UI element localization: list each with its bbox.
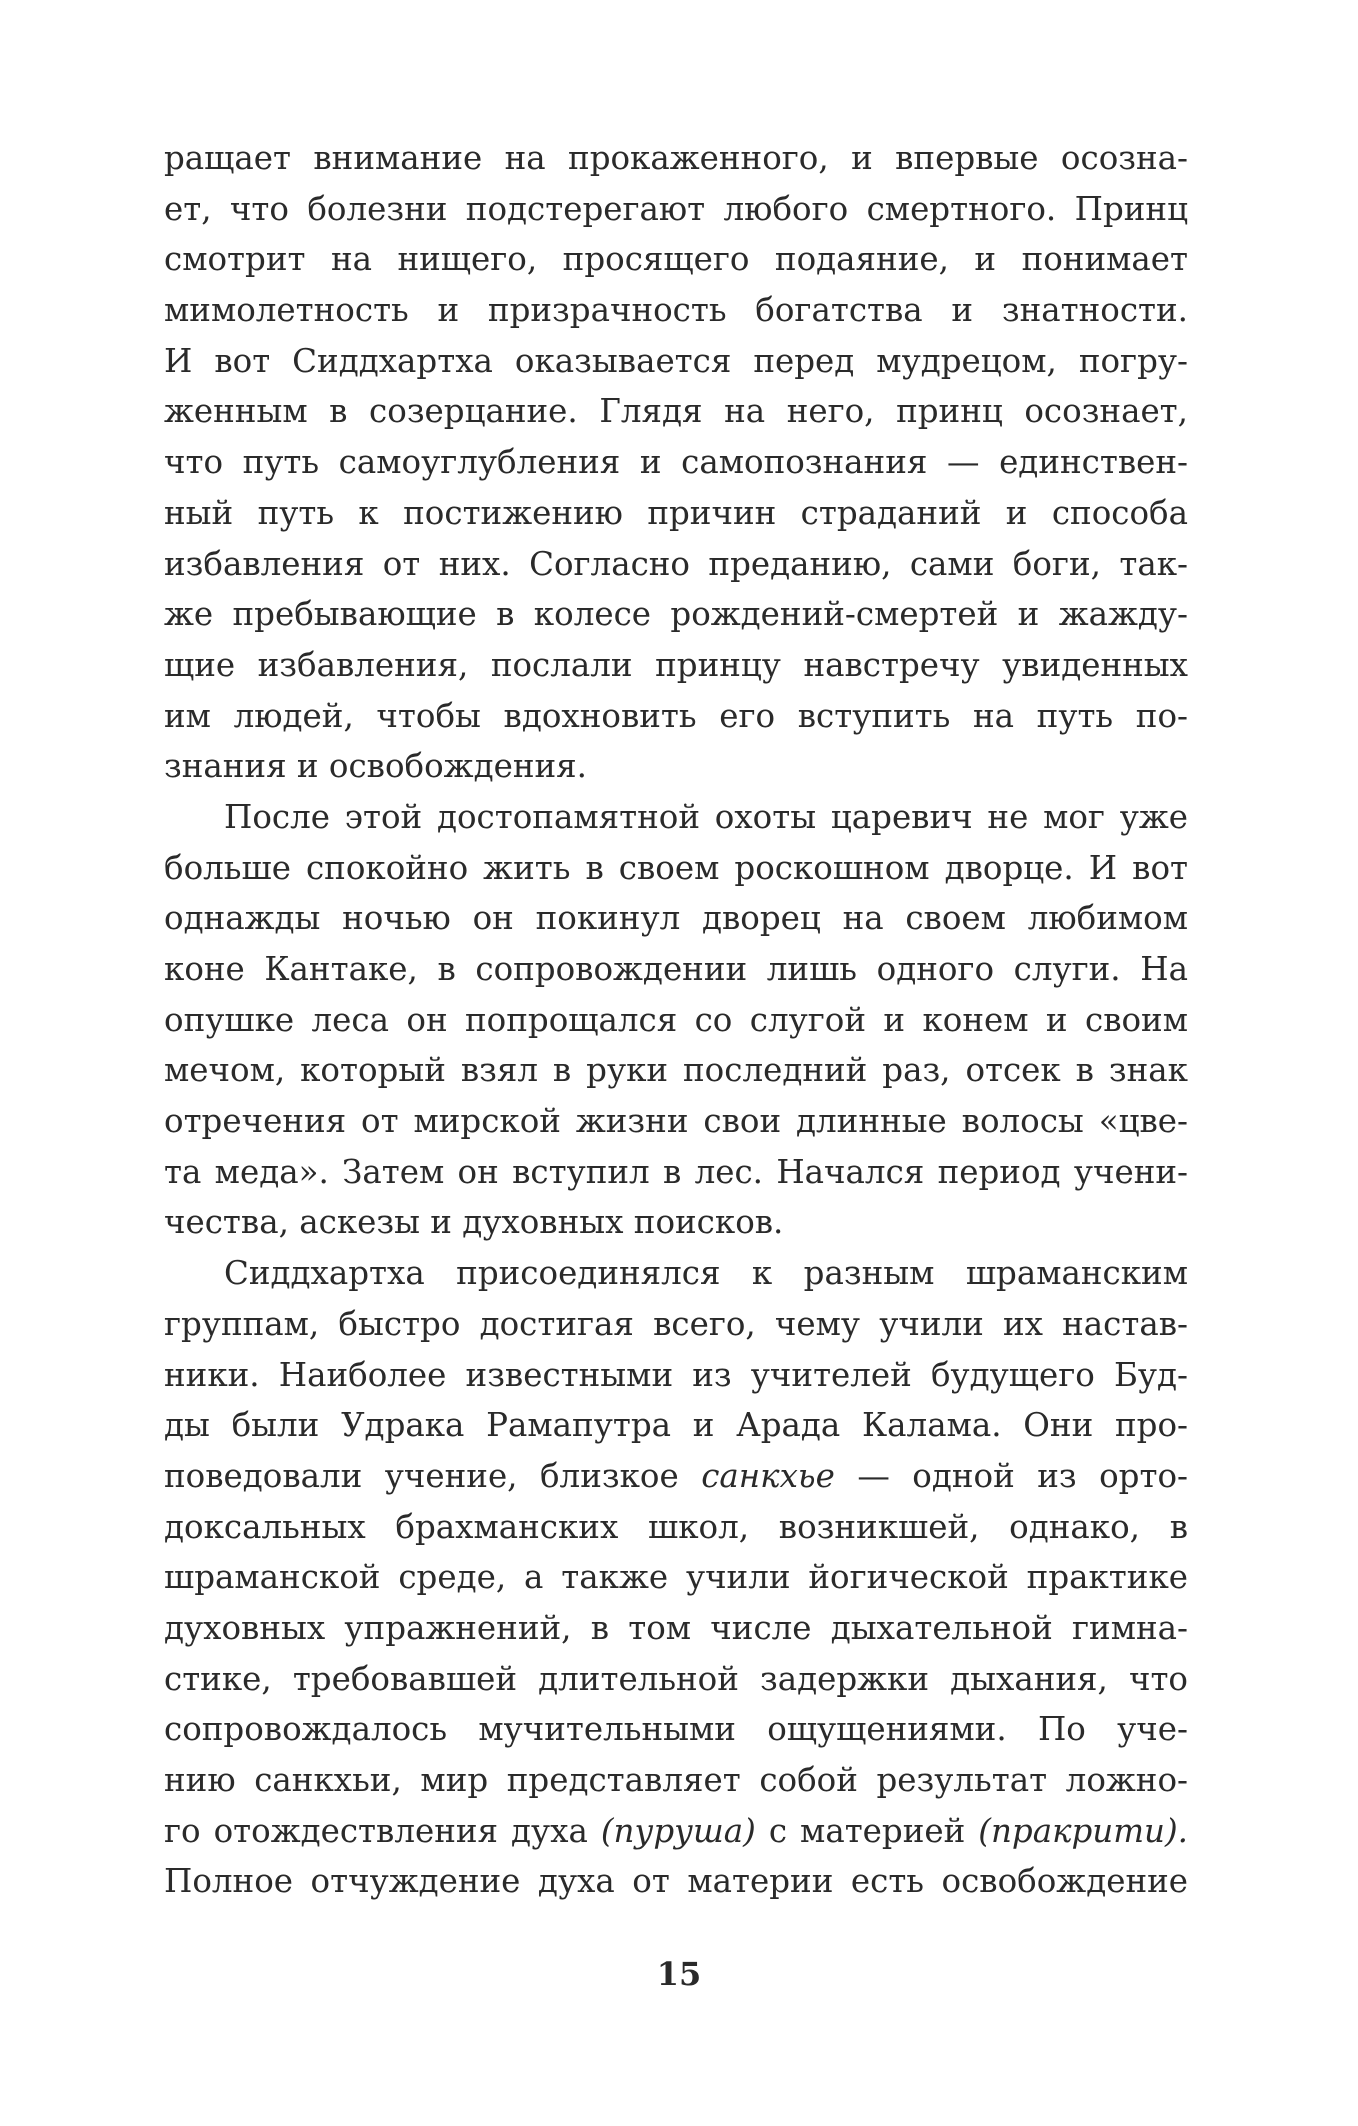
paragraph-start-line: После этой достопамятной охоты царевич не мог уже [224, 797, 1188, 836]
text-line: им людей, чтобы вдохновить его вступить на путь по- [164, 696, 1188, 735]
text-line: ники. Наиболее известными из учителей будущего Буд- [164, 1355, 1188, 1394]
text-line: шраманской среде, а также учили йогической практике [164, 1558, 1188, 1597]
italic-term: (пракрити). [978, 1811, 1188, 1850]
text-line: больше спокойно жить в своем роскошном дворце. И вот [164, 848, 1188, 887]
text-line: щие избавления, послали принцу навстречу увиденных [164, 645, 1188, 684]
text-line: однажды ночью он покинул дворец на своем любимом [164, 899, 1188, 938]
text-line: духовных упражнений, в том числе дыхательной гимна- [164, 1608, 1188, 1647]
text-line: ный путь к постижению причин страданий и способа [164, 493, 1188, 532]
body-text [164, 133, 1188, 1907]
text-line: коне Кантаке, в сопровождении лишь одного слуги. На [164, 950, 1188, 988]
text-line: И вот Сиддхартха оказывается перед мудрецом, погру- [164, 341, 1188, 380]
text-line: сопровождалось мучительными ощущениями. По уче- [164, 1710, 1188, 1749]
text-line: смотрит на нищего, просящего подаяние, и понимает [164, 240, 1188, 279]
text-segment: с материей [768, 1811, 966, 1850]
page-number: 15 [656, 1955, 702, 1993]
text-line: что путь самоуглубления и самопознания — единствен- [164, 443, 1188, 482]
text-line-mixed [164, 1806, 1188, 1857]
text-line: Полное отчуждение духа от материи есть освобождение [164, 1862, 1188, 1901]
text-segment: го отождествления духа [164, 1811, 588, 1850]
italic-term: (пуруша) [600, 1811, 756, 1850]
paragraph-start-line: Сиддхартха присоединялся к разным шраманским [224, 1254, 1188, 1293]
text-line: стике, требовавшей длительной задержки дыхания, что [164, 1659, 1188, 1698]
text-line: мимолетность и призрачность богатства и знатности. [164, 291, 1188, 330]
italic-term: санкхье [701, 1456, 835, 1495]
text-line: группам, быстро достигая всего, чему учили их настав- [164, 1304, 1188, 1343]
text-segment: — одной из орто- [857, 1456, 1188, 1495]
text-line: доксальных брахманских школ, возникшей, однако, в [164, 1507, 1188, 1546]
text-line-mixed [164, 1451, 1188, 1502]
text-line: нию санкхьи, мир представляет собой результат ложно- [164, 1761, 1188, 1799]
text-line: отречения от мирской жизни свои длинные волосы «цве- [164, 1102, 1188, 1141]
text-line: опушке леса он попрощался со слугой и конем и своим [164, 1000, 1188, 1039]
text-line: ды были Удрака Рамапутра и Арада Калама. Они про- [164, 1406, 1188, 1445]
text-segment: поведовали учение, близкое [164, 1456, 679, 1495]
text-line: ет, что болезни подстерегают любого смертного. Принц [164, 189, 1188, 228]
text-line: чества, аскезы и духовных поисков. [164, 1203, 784, 1242]
text-line: знания и освобождения. [164, 747, 587, 786]
text-line: же пребывающие в колесе рождений-смертей и жажду- [164, 595, 1188, 634]
text-line: та меда». Затем он вступил в лес. Начался период учени- [164, 1152, 1188, 1191]
text-line: женным в созерцание. Глядя на него, принц осознает, [164, 392, 1188, 431]
text-line: мечом, который взял в руки последний раз, отсек в знак [164, 1051, 1188, 1090]
text-line: ращает внимание на прокаженного, и впервые осозна- [164, 139, 1188, 177]
text-line: избавления от них. Согласно преданию, сами боги, так- [164, 544, 1188, 583]
